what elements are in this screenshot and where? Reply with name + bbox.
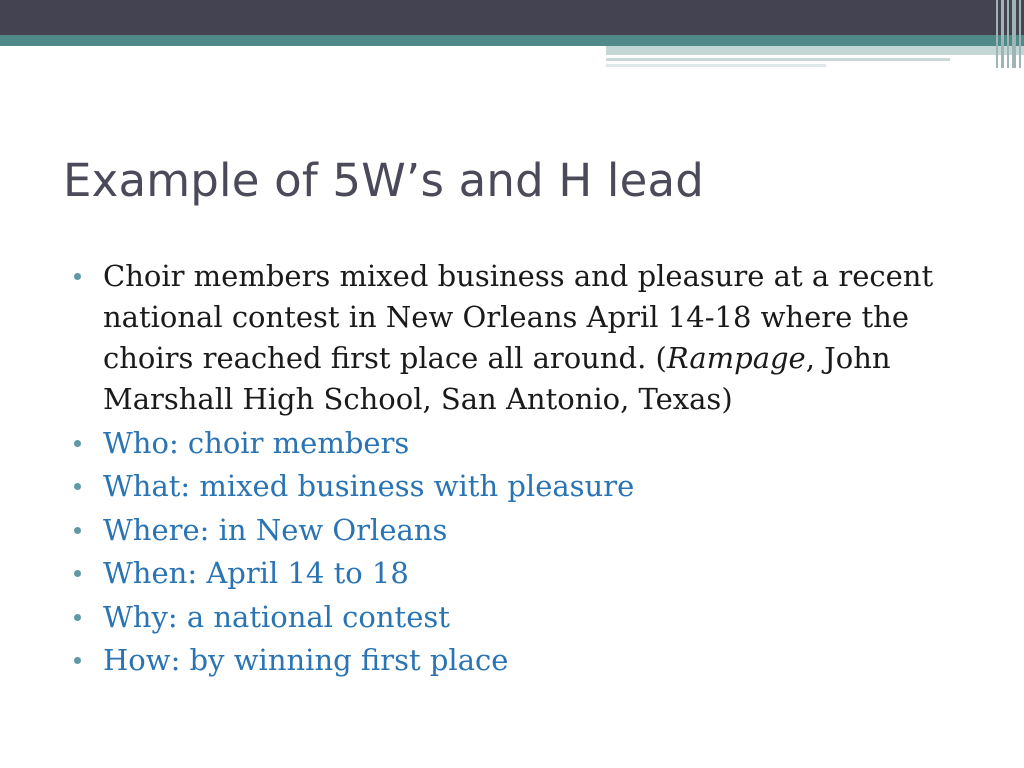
lead-paragraph bbox=[72, 256, 952, 420]
header-thin-line bbox=[606, 64, 826, 67]
slide-title: Example of 5W’s and H lead bbox=[63, 154, 705, 207]
header-teal-bar bbox=[0, 35, 1024, 46]
list-item-text: Who: choir members bbox=[103, 425, 410, 460]
bullet-icon bbox=[74, 657, 81, 664]
lead-text-after: , John Marshall High School, San Antonio, Texas) bbox=[103, 341, 891, 416]
list-item-why bbox=[72, 597, 952, 638]
lead-text-before: Choir members mixed business and pleasure at a recent national contest in New Orleans April 14-18 where the choirs reached first place all around. ( bbox=[103, 259, 934, 375]
list-item-how bbox=[72, 640, 952, 681]
bullet-icon bbox=[74, 440, 81, 447]
bullet-list bbox=[72, 256, 952, 684]
header-dark-bar bbox=[0, 0, 1024, 35]
edge-stripes bbox=[994, 0, 1024, 68]
header-thin-line bbox=[606, 58, 950, 61]
list-item-text: Where: in New Orleans bbox=[103, 512, 448, 547]
header-light-bar bbox=[606, 46, 1024, 55]
list-item-text: Why: a national contest bbox=[103, 599, 450, 634]
list-item-text: What: mixed business with pleasure bbox=[103, 469, 635, 503]
list-item-who bbox=[72, 423, 952, 464]
list-item-when bbox=[72, 553, 952, 594]
publication-name: Rampage bbox=[666, 341, 806, 375]
bullet-icon bbox=[74, 570, 81, 577]
list-item-what bbox=[72, 466, 952, 507]
bullet-icon bbox=[74, 483, 81, 490]
list-item-text: How: by winning first place bbox=[103, 643, 509, 677]
list-item-where bbox=[72, 510, 952, 551]
list-item-text: When: April 14 to 18 bbox=[103, 556, 409, 590]
bullet-icon bbox=[74, 273, 81, 280]
bullet-icon bbox=[74, 614, 81, 621]
bullet-icon bbox=[74, 527, 81, 534]
